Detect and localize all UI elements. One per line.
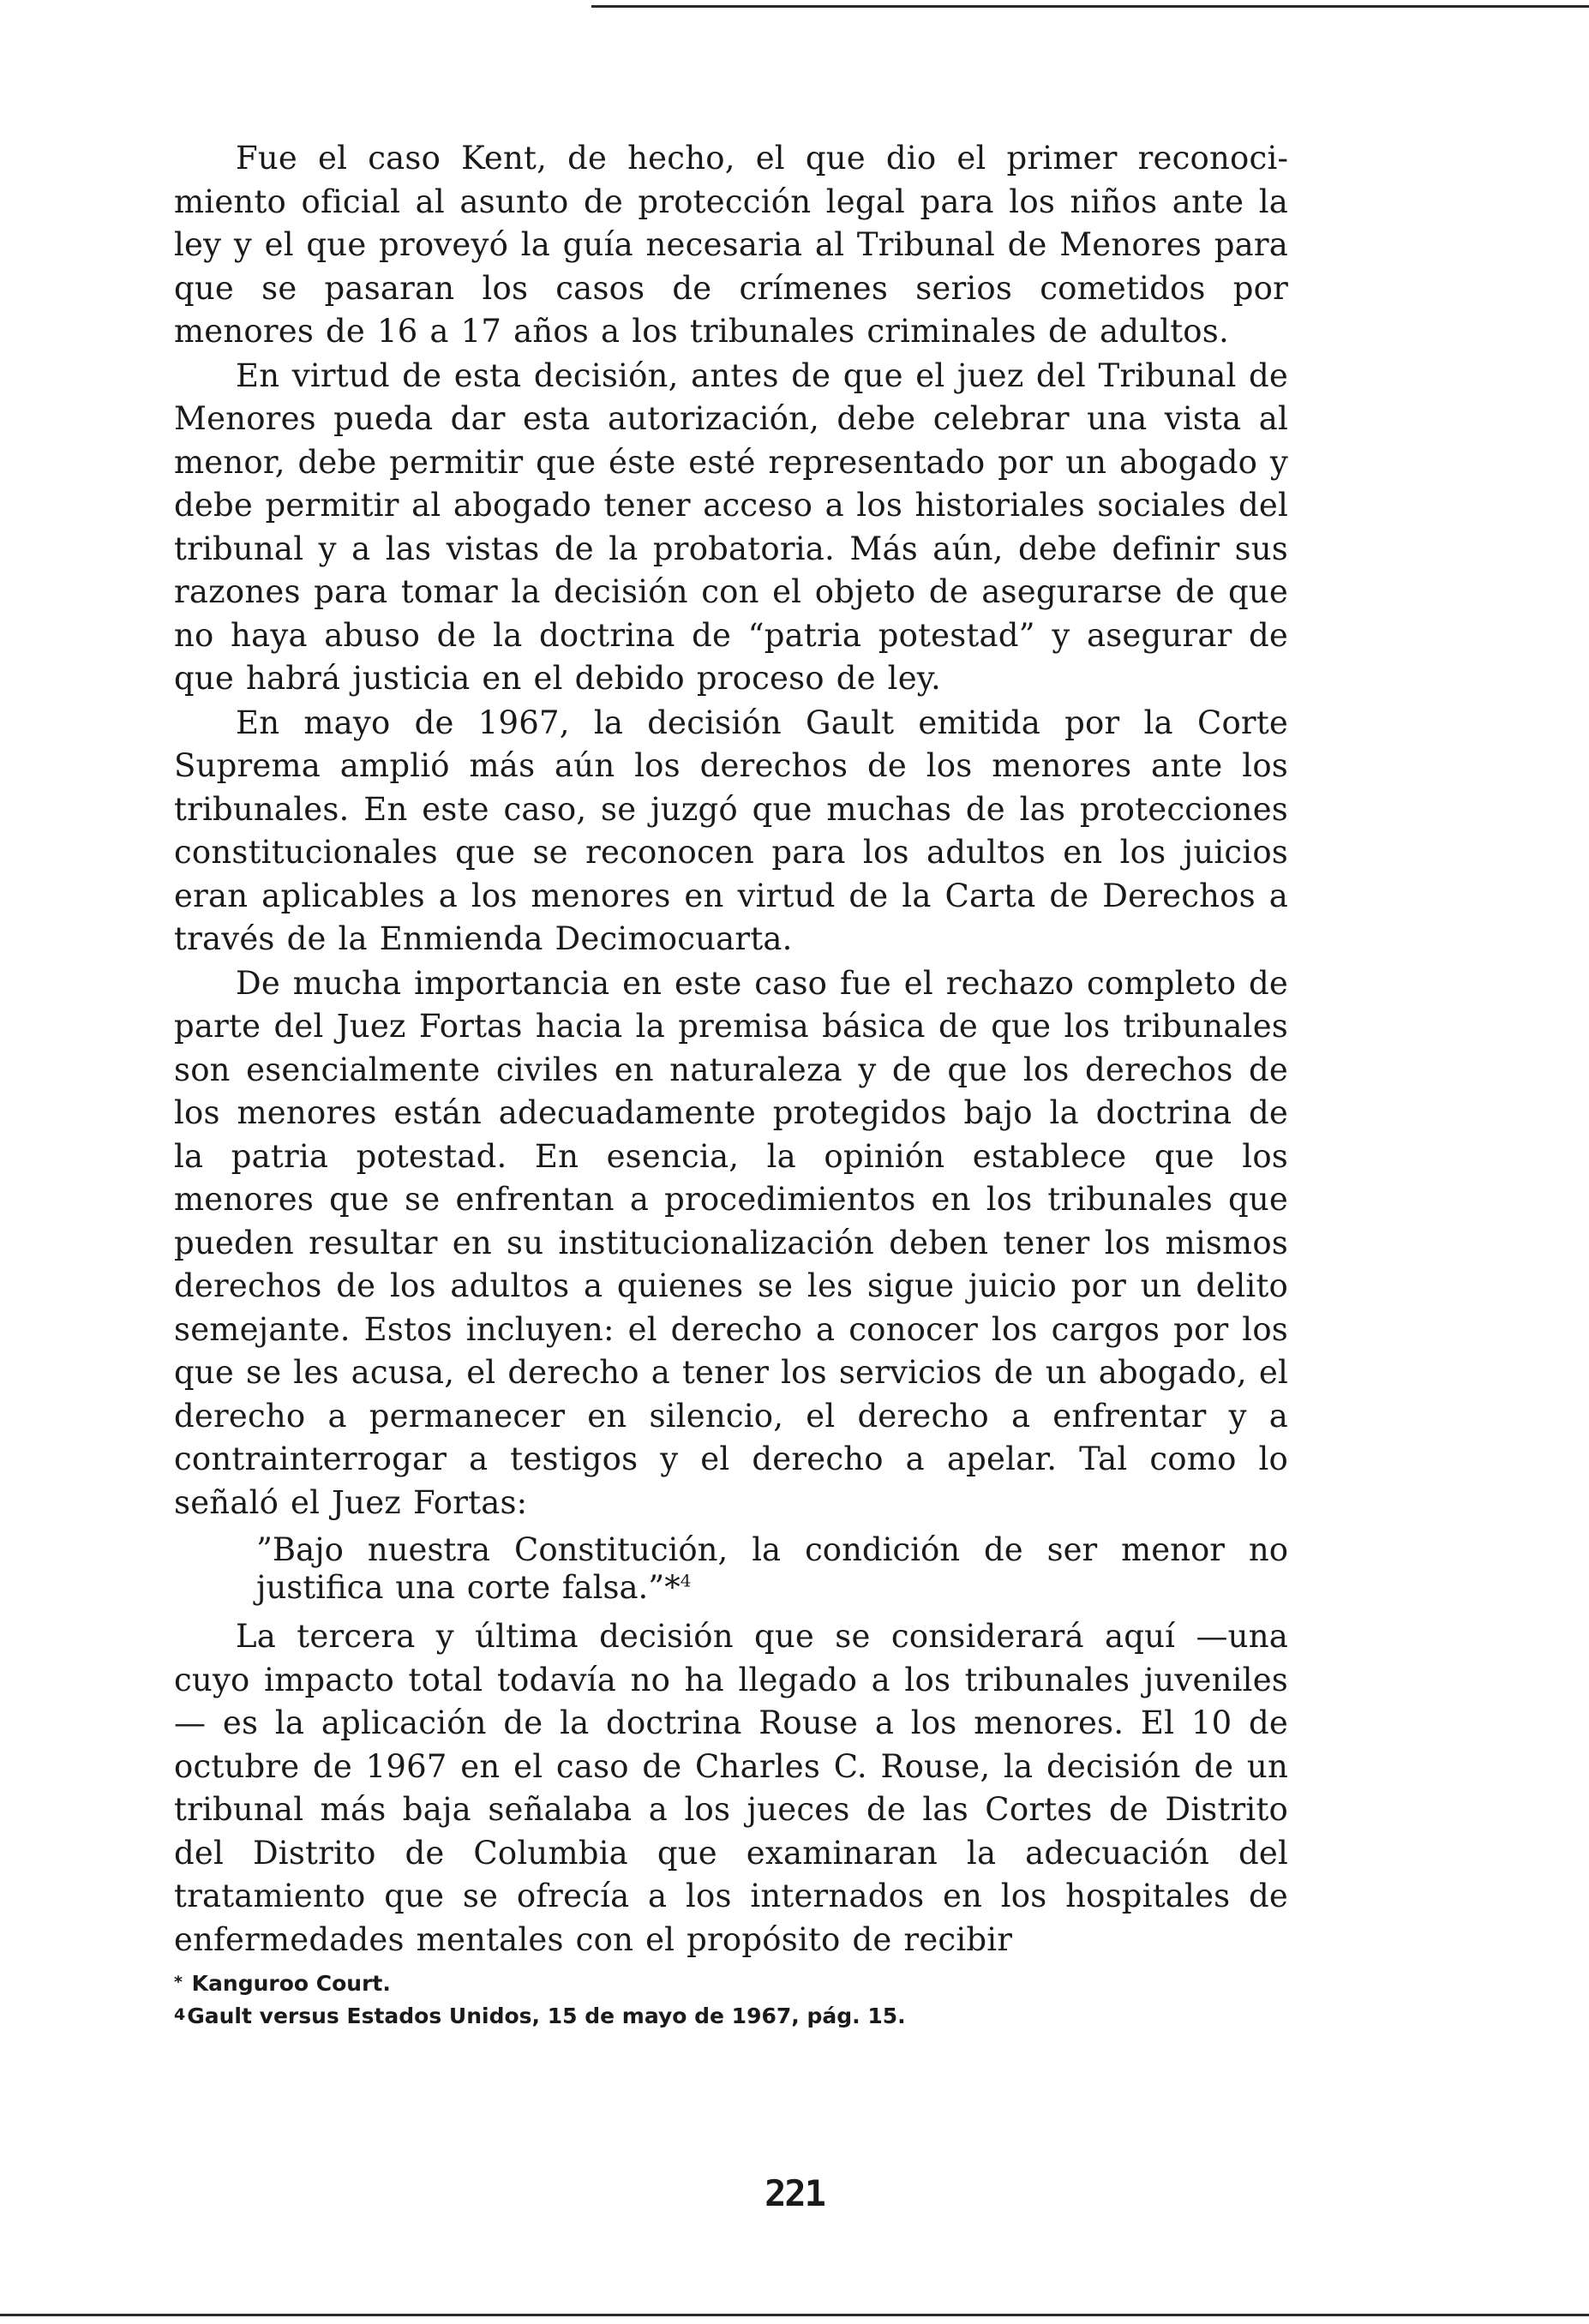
paragraph-decision-conditions: En virtud de esta decisión, antes de que el juez del Tribunal de Menores pueda dar esta autorización, debe celebrar una vista al menor, debe permitir que éste esté representado por un abogado y debe permitir al abogado tener acceso a los historiales sociales del tribunal y a las vistas de la probatoria. Más aún, debe definir sus razones para tomar la decisión con el objeto de asegurarse de que no haya abuso de la doctrina de “patria potestad” y asegurar de que habrá justicia en el debido proceso de ley.	[174, 356, 1288, 697]
block-quote	[256, 1531, 1288, 1607]
footnotes	[174, 1967, 1288, 2032]
footnote-asterisk	[174, 1967, 1288, 1999]
quote-text: ”Bajo nuestra Constitución, la condición de ser menor no justifica una corte falsa.”*	[256, 1531, 1288, 1606]
footnote-mark: *	[174, 1973, 183, 1992]
paragraph-fortas-opinion: De mucha importancia en este caso fue el rechazo completo de parte del Juez Fortas hacia la premisa básica de que los tribunales son esencialmente civiles en naturaleza y de que los derechos de los menores están adecuadamente protegidos bajo la doctrina de la patria potestad. En esencia, la opinión establece que los menores que se enfrentan a procedimientos en los tribunales que pueden resultar en su institucionalización deben tener los mismos derechos de los adultos a quienes se les sigue juicio por un delito semejante. Estos incluyen: el derecho a conocer los cargos por los que se les acusa, el derecho a tener los servicios de un abogado, el derecho a permanecer en silencio, el derecho a enfrentar y a contrainterrogar a testigos y el derecho a apelar. Tal como lo señaló el Juez Fortas:	[174, 964, 1288, 1521]
footnote-reference: 4	[680, 1570, 692, 1591]
footnote-4	[174, 1999, 1288, 2032]
page-number: 221	[765, 2172, 824, 2214]
top-rule	[591, 5, 1589, 8]
paragraph-rouse-doctrine: La tercera y última decisión que se considerará aquí —una cuyo impacto total todavía no ha llegado a los tribunales juveniles— es la aplicación de la doctrina Rouse a los menores. El 10 de octubre de 1967 en el caso de Charles C. Rouse, la decisión de un tribunal más baja señalaba a los jueces de las Cortes de Distrito del Distrito de Columbia que examinaran la adecuación del tratamiento que se ofrecía a los internados en los hospitales de enfermedades mentales con el propósito de recibir	[174, 1618, 1288, 1958]
bottom-rule	[0, 2314, 1589, 2316]
paragraph-kent-case: Fue el caso Kent, de hecho, el que dio el primer reconocimiento oficial al asunto de protección legal para los niños ante la ley y el que proveyó la guía necesaria al Tribunal de Menores para que se pasaran los casos de crímenes serios cometidos por menores de 16 a 17 años a los tribunales criminales de adultos.	[174, 140, 1288, 350]
footnote-mark: 4	[174, 2005, 186, 2024]
page-body	[174, 137, 1288, 2032]
footnote-text: Gault versus Estados Unidos, 15 de mayo de 1967, pág. 15.	[187, 2004, 906, 2028]
paragraph-gault-decision: En mayo de 1967, la decisión Gault emitida por la Corte Suprema amplió más aún los derechos de los menores ante los tribunales. En este caso, se juzgó que muchas de las protecciones constitucionales que se reconocen para los adultos en los juicios eran aplicables a los menores en virtud de la Carta de Derechos a través de la Enmienda Decimocuarta.	[174, 704, 1288, 957]
footnote-text: Kanguroo Court.	[191, 1971, 391, 1996]
